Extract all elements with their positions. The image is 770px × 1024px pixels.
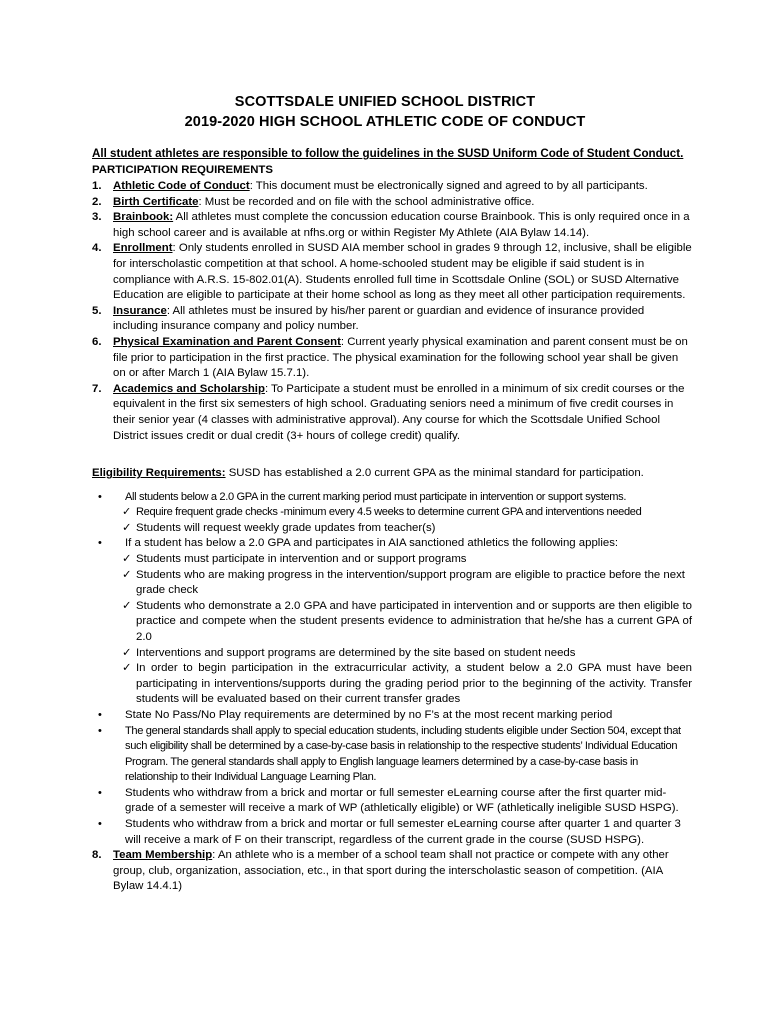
check-text: Require frequent grade checks -minimum every 4.5 weeks to determine current GPA and interventions needed bbox=[136, 506, 642, 519]
requirement-number: 1. bbox=[92, 180, 102, 192]
check-item bbox=[92, 599, 692, 646]
eligibility-line bbox=[92, 466, 692, 482]
check-item bbox=[92, 521, 692, 537]
requirement-label: Academics and Scholarship bbox=[113, 382, 265, 395]
eligibility-section bbox=[92, 466, 692, 895]
eligibility-bullet bbox=[92, 536, 692, 552]
bullet-icon: • bbox=[98, 818, 102, 831]
requirement-text: : All athletes must be insured by his/her parent or guardian and evidence of insurance provided including insurance company and policy number. bbox=[113, 304, 645, 333]
requirement-item bbox=[92, 848, 692, 895]
requirement-text: : Must be recorded and on file with the school administrative office. bbox=[198, 195, 535, 208]
checkmark-icon: ✓ bbox=[122, 646, 132, 659]
check-item bbox=[92, 552, 692, 568]
requirement-text: : This document must be electronically signed and agreed to by all participants. bbox=[249, 180, 648, 192]
checkmark-icon: ✓ bbox=[122, 599, 132, 612]
bullet-text: The general standards shall apply to special education students, including students eligible under Section 504, except that such eligibility shall be determined by a case-by-case basis in relationship to the respective students’ Individual Education Program. The general standards shall apply to English language learners determined by a case-by-case basis in relationship to their Individual Language Learning Plan. bbox=[125, 724, 681, 784]
checkmark-icon: ✓ bbox=[122, 521, 132, 534]
bullet-icon: • bbox=[98, 708, 102, 721]
requirement-item bbox=[92, 179, 692, 195]
requirement-label: Physical Examination and Parent Consent bbox=[113, 335, 341, 348]
document-title: 2019-2020 HIGH SCHOOL ATHLETIC CODE OF CONDUCT bbox=[184, 114, 586, 130]
requirement-item bbox=[92, 382, 692, 444]
requirement-item bbox=[92, 241, 692, 303]
requirement-label: Enrollment bbox=[113, 242, 173, 255]
participation-heading: PARTICIPATION REQUIREMENTS bbox=[92, 164, 273, 176]
checkmark-icon: ✓ bbox=[122, 552, 132, 565]
bullet-text: If a student has below a 2.0 GPA and participates in AIA sanctioned athletics the following applies: bbox=[125, 537, 619, 550]
check-item bbox=[92, 568, 692, 599]
check-text: Students must participate in intervention and or support programs bbox=[136, 552, 467, 565]
requirement-number: 4. bbox=[92, 242, 102, 255]
requirement-label: Team Membership bbox=[113, 849, 213, 862]
bullet-icon: • bbox=[98, 490, 102, 503]
checkmark-icon: ✓ bbox=[122, 568, 132, 581]
requirement-item bbox=[92, 304, 692, 335]
intro-statement: All student athletes are responsible to follow the guidelines in the SUSD Uniform Code of Student Conduct. bbox=[92, 147, 684, 160]
requirement-number: 5. bbox=[92, 304, 102, 317]
requirement-number: 6. bbox=[92, 335, 102, 348]
checkmark-icon: ✓ bbox=[122, 506, 131, 519]
bullet-icon: • bbox=[98, 786, 102, 799]
requirement-text: : To Participate a student must be enrolled in a minimum of six credit courses or the equivalent in the first six semesters of high school. Graduating seniors need a minimum of five credit courses in their senior year (4 classes with administrative approval). Any course for which the Scottsdale Unified School District issues credit or dual credit (3+ hours of college credit) qualify. bbox=[113, 382, 685, 442]
bullet-text: All students below a 2.0 GPA in the current marking period must participate in intervention or support systems. bbox=[125, 490, 627, 503]
eligibility-label: Eligibility Requirements: bbox=[92, 467, 226, 479]
checkmark-icon: ✓ bbox=[122, 662, 132, 675]
requirement-text: : Current yearly physical examination and parent consent must be on file prior to participation in the first practice. The physical examination for the following school year shall be given on or after March 1 (AIA Bylaw 15.7.1). bbox=[113, 335, 688, 380]
requirements-list bbox=[92, 179, 692, 444]
requirement-number: 7. bbox=[92, 382, 102, 395]
requirement-number: 3. bbox=[92, 211, 102, 224]
eligibility-bullet bbox=[92, 817, 692, 848]
eligibility-bullet bbox=[92, 786, 692, 817]
check-item bbox=[92, 646, 692, 662]
bullet-text: Students who withdraw from a brick and mortar or full semester eLearning course after the first quarter mid-grade of a semester will receive a mark of WP (athletically eligible) or WF (athletically ineligible SUSD HSPG). bbox=[125, 786, 679, 815]
requirement-number: 8. bbox=[92, 849, 102, 862]
eligibility-text: SUSD has established a 2.0 current GPA as the minimal standard for participation. bbox=[225, 467, 644, 479]
eligibility-bullet bbox=[92, 490, 692, 506]
check-text: In order to begin participation in the extracurricular activity, a student below a 2.0 GPA must have been participating in interventions/supports during the grading period prior to the beginning of the activity. Transfer students will be evaluated based on their current transfer grades bbox=[136, 662, 692, 706]
bullet-icon: • bbox=[98, 537, 102, 550]
eligibility-bullet bbox=[92, 724, 692, 786]
requirement-text: : Only students enrolled in SUSD AIA member school in grades 9 through 12, inclusive, shall be eligible for interscholastic competition at that school. A home-schooled student may be eligible if said student is in compliance with A.R.S. 15-802.01(A). Students enrolled full time in Scottsdale Online (SOL) or SUSD Alternative Education are eligible to participate at their home school as long as they meet all other participation requirements. bbox=[113, 242, 692, 302]
check-text: Students will request weekly grade updates from teacher(s) bbox=[136, 521, 436, 534]
bullet-text: Students who withdraw from a brick and mortar or full semester eLearning course after quarter 1 and quarter 3 will receive a mark of F on their transcript, regardless of the current grade in the course (SUSD HSPG). bbox=[125, 818, 681, 846]
requirement-number: 2. bbox=[92, 195, 102, 208]
requirement-label: Brainbook: bbox=[113, 211, 174, 224]
eligibility-bullet bbox=[92, 708, 692, 724]
check-item bbox=[92, 505, 692, 521]
requirement-item bbox=[92, 210, 692, 241]
requirement-label: Birth Certificate bbox=[113, 195, 199, 208]
check-item bbox=[92, 661, 692, 708]
requirement-item bbox=[92, 335, 692, 382]
requirement-label: Insurance bbox=[113, 304, 167, 317]
check-text: Students who demonstrate a 2.0 GPA and have participated in intervention and or supports are then eligible to practice and compete when the student presents evidence to administration that he/she has a current GPA of 2.0 bbox=[136, 599, 692, 643]
requirement-text: : An athlete who is a member of a school team shall not practice or compete with any other group, club, organization, association, etc., in that sport during the interscholastic season of competition. (AIA Bylaw 14.4.1) bbox=[113, 849, 669, 893]
bullet-text: State No Pass/No Play requirements are determined by no F’s at the most recent marking period bbox=[125, 708, 613, 721]
district-title: SCOTTSDALE UNIFIED SCHOOL DISTRICT bbox=[234, 94, 536, 110]
requirement-text: All athletes must complete the concussion education course Brainbook. This is only required once in a high school career and is available at nfhs.org or within Register My Athlete (AIA Bylaw 14.14). bbox=[113, 211, 690, 239]
requirement-item bbox=[92, 195, 692, 211]
bullet-icon: • bbox=[98, 724, 102, 737]
requirement-label: Athletic Code of Conduct bbox=[113, 180, 250, 192]
check-text: Interventions and support programs are determined by the site based on student needs bbox=[136, 646, 576, 659]
check-text: Students who are making progress in the intervention/support program are eligible to practice before the next grade check bbox=[136, 568, 685, 597]
